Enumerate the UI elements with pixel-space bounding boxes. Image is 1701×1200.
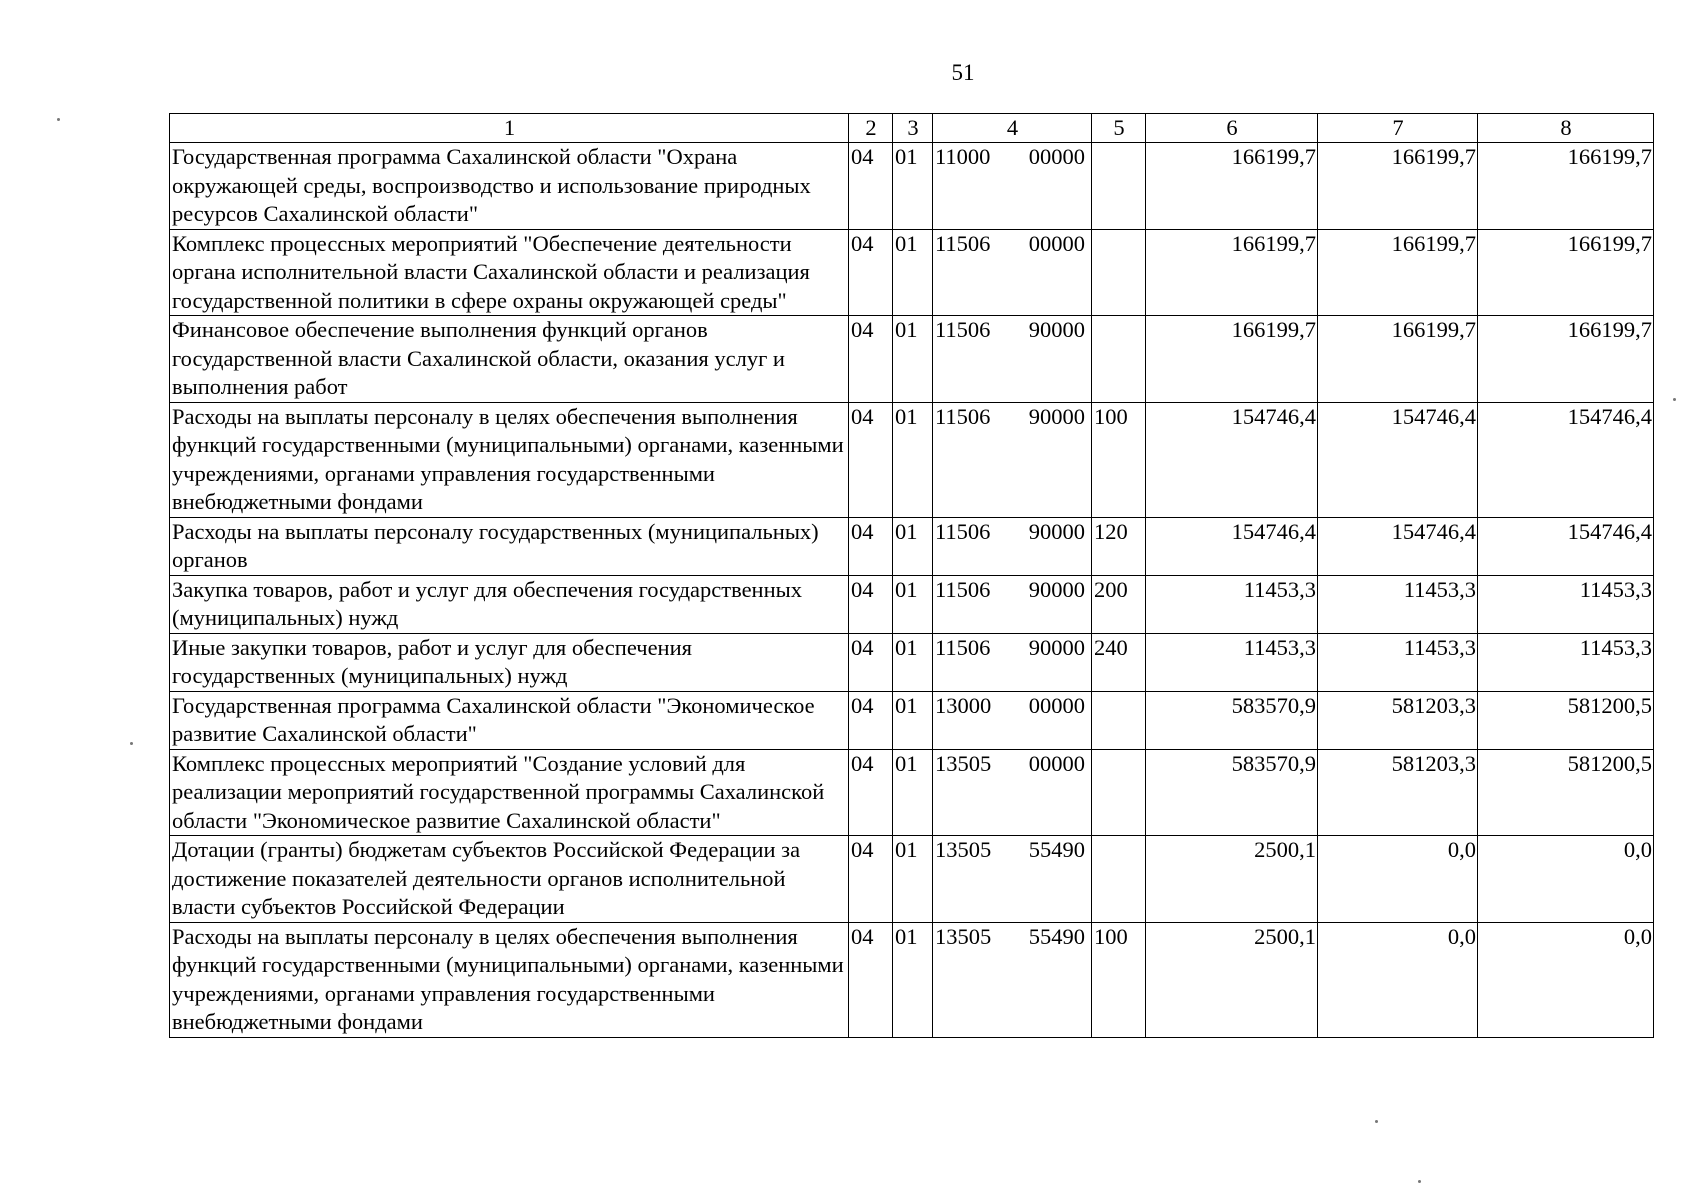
amount-col-6: 154746,4: [1146, 402, 1318, 517]
row-name: Дотации (гранты) бюджетам субъектов Российской Федерации за достижение показателей деятельности органов исполнительной власти субъектов Российской Федерации: [170, 836, 849, 923]
subsection-code: 01: [893, 143, 933, 230]
direction-code: 00000: [1028, 750, 1085, 776]
column-header: 3: [893, 114, 933, 143]
amount-col-8: 166199,7: [1478, 143, 1654, 230]
program-code: 11506: [935, 230, 991, 256]
section-code: 04: [849, 402, 893, 517]
table-row: [170, 316, 1654, 403]
amount-col-8: 166199,7: [1478, 316, 1654, 403]
program-code: 11506: [935, 518, 991, 544]
amount-col-8: 0,0: [1478, 836, 1654, 923]
row-name: Расходы на выплаты персоналу в целях обеспечения выполнения функций государственными (муниципальными) органами, казенными учреждениями, органами управления государственными внебюджетными фондами: [170, 402, 849, 517]
expense-type-code: [1092, 229, 1146, 316]
target-article-code: [933, 575, 1092, 633]
direction-code: 90000: [1028, 634, 1085, 660]
row-name: Расходы на выплаты персоналу в целях обеспечения выполнения функций государственными (муниципальными) органами, казенными учреждениями, органами управления государственными внебюджетными фондами: [170, 922, 849, 1037]
subsection-code: 01: [893, 922, 933, 1037]
subsection-code: 01: [893, 749, 933, 836]
table-row: [170, 402, 1654, 517]
amount-col-7: 154746,4: [1318, 402, 1478, 517]
column-header: 4: [933, 114, 1092, 143]
amount-col-6: 154746,4: [1146, 517, 1318, 575]
amount-col-8: 154746,4: [1478, 402, 1654, 517]
target-article-code: [933, 749, 1092, 836]
scan-speck: [1375, 1120, 1378, 1123]
table-row: [170, 633, 1654, 691]
row-name: Иные закупки товаров, работ и услуг для обеспечения государственных (муниципальных) нужд: [170, 633, 849, 691]
budget-table: [169, 113, 1654, 1038]
target-article-code: [933, 402, 1092, 517]
section-code: 04: [849, 749, 893, 836]
amount-col-8: 581200,5: [1478, 749, 1654, 836]
program-code: 13505: [935, 837, 992, 862]
row-name: Комплекс процессных мероприятий "Создание условий для реализации мероприятий государственной программы Сахалинской области "Экономическое развитие Сахалинской области": [170, 749, 849, 836]
section-code: 04: [849, 143, 893, 230]
page-number: 51: [951, 60, 975, 85]
subsection-code: 01: [893, 575, 933, 633]
program-code: 11506: [935, 576, 991, 602]
amount-col-6: 583570,9: [1146, 749, 1318, 836]
amount-col-7: 581203,3: [1318, 691, 1478, 749]
column-header: 8: [1478, 114, 1654, 143]
amount-col-8: 581200,5: [1478, 691, 1654, 749]
amount-col-6: 166199,7: [1146, 316, 1318, 403]
amount-col-6: 166199,7: [1146, 143, 1318, 230]
section-code: 04: [849, 517, 893, 575]
amount-col-7: 166199,7: [1318, 229, 1478, 316]
target-article-code: [933, 691, 1092, 749]
expense-type-code: 100: [1092, 402, 1146, 517]
column-header: 5: [1092, 114, 1146, 143]
section-code: 04: [849, 575, 893, 633]
expense-type-code: [1092, 316, 1146, 403]
amount-col-6: 2500,1: [1146, 922, 1318, 1037]
section-code: 04: [849, 836, 893, 923]
expense-type-code: [1092, 691, 1146, 749]
scan-speck: [130, 742, 133, 745]
target-article-code: [933, 517, 1092, 575]
expense-type-code: 120: [1092, 517, 1146, 575]
amount-col-8: 154746,4: [1478, 517, 1654, 575]
row-name: Государственная программа Сахалинской области "Охрана окружающей среды, воспроизводство и использование природных ресурсов Сахалинской области": [170, 143, 849, 230]
amount-col-7: 166199,7: [1318, 143, 1478, 230]
amount-col-7: 11453,3: [1318, 633, 1478, 691]
column-header: 7: [1318, 114, 1478, 143]
expense-type-code: [1092, 749, 1146, 836]
column-header: 1: [170, 114, 849, 143]
column-header: 2: [849, 114, 893, 143]
direction-code: 00000: [1028, 230, 1085, 256]
expense-type-code: 200: [1092, 575, 1146, 633]
section-code: 04: [849, 229, 893, 316]
table-header-row: [170, 114, 1654, 143]
table-row: [170, 922, 1654, 1037]
direction-code: 00000: [1028, 144, 1085, 169]
program-code: 11506: [935, 403, 991, 429]
program-code: 11506: [935, 634, 991, 660]
program-code: 13505: [935, 923, 992, 949]
row-name: Расходы на выплаты персоналу государственных (муниципальных) органов: [170, 517, 849, 575]
table-row: [170, 517, 1654, 575]
amount-col-7: 166199,7: [1318, 316, 1478, 403]
subsection-code: 01: [893, 517, 933, 575]
program-code: 13000: [935, 692, 992, 718]
table-row: [170, 691, 1654, 749]
direction-code: 90000: [1028, 317, 1085, 342]
section-code: 04: [849, 922, 893, 1037]
table-row: [170, 229, 1654, 316]
column-header: 6: [1146, 114, 1318, 143]
amount-col-6: 166199,7: [1146, 229, 1318, 316]
subsection-code: 01: [893, 836, 933, 923]
target-article-code: [933, 143, 1092, 230]
target-article-code: [933, 229, 1092, 316]
amount-col-7: 0,0: [1318, 922, 1478, 1037]
subsection-code: 01: [893, 633, 933, 691]
target-article-code: [933, 922, 1092, 1037]
amount-col-6: 11453,3: [1146, 633, 1318, 691]
table-row: [170, 836, 1654, 923]
subsection-code: 01: [893, 402, 933, 517]
amount-col-8: 166199,7: [1478, 229, 1654, 316]
row-name: Закупка товаров, работ и услуг для обеспечения государственных (муниципальных) нужд: [170, 575, 849, 633]
expense-type-code: 100: [1092, 922, 1146, 1037]
table-row: [170, 749, 1654, 836]
amount-col-7: 0,0: [1318, 836, 1478, 923]
subsection-code: 01: [893, 229, 933, 316]
program-code: 11506: [935, 317, 991, 342]
amount-col-7: 581203,3: [1318, 749, 1478, 836]
target-article-code: [933, 633, 1092, 691]
row-name: Государственная программа Сахалинской области "Экономическое развитие Сахалинской области": [170, 691, 849, 749]
amount-col-8: 11453,3: [1478, 575, 1654, 633]
section-code: 04: [849, 316, 893, 403]
amount-col-7: 154746,4: [1318, 517, 1478, 575]
section-code: 04: [849, 633, 893, 691]
target-article-code: [933, 316, 1092, 403]
amount-col-6: 2500,1: [1146, 836, 1318, 923]
subsection-code: 01: [893, 691, 933, 749]
program-code: 11000: [935, 144, 991, 169]
scan-speck: [1418, 1180, 1421, 1183]
expense-type-code: [1092, 836, 1146, 923]
expense-type-code: [1092, 143, 1146, 230]
direction-code: 55490: [1028, 923, 1085, 949]
table-row: [170, 143, 1654, 230]
amount-col-7: 11453,3: [1318, 575, 1478, 633]
scan-speck: [57, 118, 60, 121]
table-row: [170, 575, 1654, 633]
direction-code: 55490: [1028, 837, 1085, 862]
row-name: Комплекс процессных мероприятий "Обеспечение деятельности органа исполнительной власти Сахалинской области и реализация государственной политики в сфере охраны окружающей среды": [170, 229, 849, 316]
direction-code: 90000: [1028, 403, 1085, 429]
direction-code: 00000: [1028, 692, 1085, 718]
program-code: 13505: [935, 750, 992, 776]
direction-code: 90000: [1028, 576, 1085, 602]
direction-code: 90000: [1028, 518, 1085, 544]
amount-col-6: 583570,9: [1146, 691, 1318, 749]
amount-col-8: 11453,3: [1478, 633, 1654, 691]
row-name: Финансовое обеспечение выполнения функций органов государственной власти Сахалинской области, оказания услуг и выполнения работ: [170, 316, 849, 403]
subsection-code: 01: [893, 316, 933, 403]
amount-col-6: 11453,3: [1146, 575, 1318, 633]
section-code: 04: [849, 691, 893, 749]
amount-col-8: 0,0: [1478, 922, 1654, 1037]
scan-speck: [1673, 398, 1676, 401]
target-article-code: [933, 836, 1092, 923]
expense-type-code: 240: [1092, 633, 1146, 691]
